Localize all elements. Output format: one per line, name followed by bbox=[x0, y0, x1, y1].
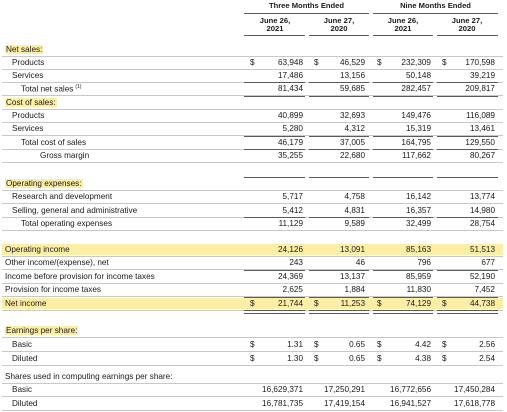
currency-symbol: $ bbox=[250, 354, 255, 363]
subtotal-rule bbox=[244, 82, 305, 83]
row-label-text: Products bbox=[12, 58, 45, 67]
column-header-date: June 27, bbox=[323, 16, 355, 25]
row-label bbox=[5, 245, 70, 254]
subtotal-rule bbox=[309, 177, 369, 178]
cell-value: 149,476 bbox=[401, 111, 431, 120]
cell-value: 50,148 bbox=[405, 71, 431, 80]
row-label bbox=[5, 372, 173, 381]
cell-value: 1.30 bbox=[287, 354, 303, 363]
column-group-header: Three Months Ended bbox=[268, 1, 345, 10]
row-label-text: Shares used in computing earnings per share: bbox=[5, 372, 173, 381]
row-label bbox=[12, 124, 43, 133]
cell-value: 1.31 bbox=[287, 340, 303, 349]
subtotal-rule bbox=[437, 297, 498, 298]
cell-value: 4,831 bbox=[344, 206, 365, 215]
row-label-text: Diluted bbox=[12, 354, 38, 363]
currency-symbol: $ bbox=[250, 299, 255, 308]
column-header-underline bbox=[309, 35, 369, 36]
cell-value: 4,758 bbox=[344, 192, 365, 201]
row-label-text: Income before provision for income taxes bbox=[5, 272, 155, 281]
row-label-text: Other income/(expense), net bbox=[5, 258, 109, 267]
cell-value: 164,795 bbox=[401, 138, 431, 147]
cell-value: 5,412 bbox=[282, 206, 303, 215]
cell-value: 16,781,735 bbox=[262, 399, 303, 408]
row-label bbox=[12, 58, 44, 67]
row-label bbox=[5, 45, 43, 54]
column-header-underline bbox=[437, 35, 498, 36]
row-separator bbox=[2, 69, 503, 70]
currency-symbol: $ bbox=[250, 58, 255, 67]
row-separator bbox=[2, 283, 503, 284]
cell-value: 16,357 bbox=[405, 206, 431, 215]
cell-value: 35,255 bbox=[277, 151, 303, 160]
row-separator bbox=[2, 410, 503, 411]
cell-value: 40,899 bbox=[277, 111, 303, 120]
row-separator bbox=[2, 365, 503, 366]
row-label bbox=[5, 299, 46, 308]
cell-value: 11,253 bbox=[340, 299, 365, 308]
subtotal-rule bbox=[373, 177, 433, 178]
subtotal-rule bbox=[244, 149, 305, 150]
row-separator bbox=[2, 122, 503, 123]
row-label-text: Cost of sales: bbox=[6, 98, 56, 107]
cell-value: 14,980 bbox=[469, 206, 495, 215]
row-label bbox=[12, 354, 38, 363]
cell-value: 11,129 bbox=[278, 219, 303, 228]
cell-value: 5,717 bbox=[282, 192, 303, 201]
cell-value: 13,774 bbox=[469, 192, 495, 201]
column-header-year: 2021 bbox=[394, 24, 412, 33]
subtotal-rule bbox=[309, 82, 369, 83]
row-label-text: Total operating expenses bbox=[21, 219, 113, 228]
cell-value: 74,129 bbox=[405, 299, 431, 308]
subtotal-rule bbox=[244, 270, 305, 271]
cell-value: 37,005 bbox=[339, 138, 365, 147]
subtotal-rule bbox=[244, 96, 305, 97]
cell-value: 1,884 bbox=[344, 285, 365, 294]
row-label bbox=[12, 71, 43, 80]
column-header-underline bbox=[244, 35, 305, 36]
row-separator bbox=[2, 190, 503, 191]
cell-value: 129,550 bbox=[465, 138, 495, 147]
row-label bbox=[21, 84, 81, 94]
row-label-text: Net sales: bbox=[6, 45, 43, 54]
cell-value: 59,685 bbox=[339, 84, 365, 93]
subtotal-rule bbox=[309, 270, 369, 271]
total-double-rule bbox=[309, 310, 369, 314]
row-label bbox=[21, 219, 112, 228]
cell-value: 22,680 bbox=[339, 151, 365, 160]
row-label-text: Services bbox=[12, 124, 44, 133]
row-label bbox=[5, 179, 83, 188]
cell-value: 46 bbox=[355, 258, 365, 267]
row-label bbox=[5, 98, 57, 107]
subtotal-rule bbox=[373, 136, 433, 137]
subtotal-rule bbox=[373, 297, 433, 298]
row-label-text: Diluted bbox=[12, 399, 38, 408]
cell-value: 677 bbox=[481, 258, 495, 267]
row-separator bbox=[2, 230, 503, 231]
cell-value: 85,163 bbox=[405, 245, 431, 254]
row-separator bbox=[2, 351, 503, 352]
subtotal-rule bbox=[437, 136, 498, 137]
row-label bbox=[5, 272, 155, 281]
cell-value: 0.65 bbox=[349, 354, 365, 363]
row-label-text: Provision for income taxes bbox=[5, 285, 102, 294]
currency-symbol: $ bbox=[442, 299, 447, 308]
column-header-year: 2020 bbox=[458, 24, 476, 33]
cell-value: 32,499 bbox=[405, 219, 431, 228]
row-label-text: Total net sales bbox=[21, 84, 74, 94]
row-separator bbox=[2, 162, 503, 163]
row-label-text: Services bbox=[12, 71, 44, 80]
row-label bbox=[12, 111, 44, 120]
column-header-date: June 27, bbox=[451, 16, 483, 25]
currency-symbol: $ bbox=[442, 354, 447, 363]
cell-value: 209,817 bbox=[465, 84, 495, 93]
currency-symbol: $ bbox=[377, 340, 382, 349]
cell-value: 4.42 bbox=[415, 340, 431, 349]
subtotal-rule bbox=[309, 217, 369, 218]
cell-value: 9,589 bbox=[344, 219, 365, 228]
column-header-underline bbox=[373, 35, 433, 36]
cell-value: 85,959 bbox=[405, 272, 431, 281]
cell-value: 16,142 bbox=[405, 192, 431, 201]
row-separator bbox=[2, 56, 503, 57]
cell-value: 46,179 bbox=[277, 138, 303, 147]
subtotal-rule bbox=[437, 270, 498, 271]
currency-symbol: $ bbox=[377, 299, 382, 308]
row-label-text: Research and development bbox=[12, 192, 113, 201]
subtotal-rule bbox=[309, 297, 369, 298]
column-header-year: 2021 bbox=[266, 24, 284, 33]
row-label-text: Basic bbox=[12, 340, 33, 349]
subtotal-rule bbox=[437, 96, 498, 97]
currency-symbol: $ bbox=[442, 340, 447, 349]
cell-value: 52,190 bbox=[469, 272, 495, 281]
total-double-rule bbox=[437, 310, 498, 314]
row-label bbox=[12, 399, 38, 408]
row-label bbox=[12, 206, 137, 215]
row-label-text: Earnings per share: bbox=[6, 326, 78, 335]
footnote-marker: (1) bbox=[75, 84, 82, 90]
cell-value: 81,434 bbox=[277, 84, 303, 93]
row-label bbox=[12, 340, 32, 349]
row-separator bbox=[2, 256, 503, 257]
currency-symbol: $ bbox=[314, 354, 319, 363]
cell-value: 17,486 bbox=[277, 71, 303, 80]
row-label bbox=[12, 385, 32, 394]
subtotal-rule bbox=[244, 177, 305, 178]
cell-value: 7,452 bbox=[474, 285, 495, 294]
row-label bbox=[5, 258, 109, 267]
cell-value: 170,598 bbox=[465, 58, 495, 67]
column-header-date: June 26, bbox=[259, 16, 291, 25]
cell-value: 21,744 bbox=[277, 299, 303, 308]
cell-value: 16,941,527 bbox=[390, 399, 431, 408]
row-separator bbox=[2, 203, 503, 204]
currency-symbol: $ bbox=[250, 340, 255, 349]
subtotal-rule bbox=[373, 217, 433, 218]
row-separator bbox=[2, 337, 503, 338]
cell-value: 24,369 bbox=[277, 272, 303, 281]
row-label bbox=[21, 138, 86, 147]
cell-value: 4.38 bbox=[415, 354, 431, 363]
cell-value: 5,280 bbox=[282, 124, 303, 133]
cell-value: 13,156 bbox=[339, 71, 365, 80]
row-label bbox=[5, 285, 101, 294]
subtotal-rule bbox=[309, 149, 369, 150]
cell-value: 24,126 bbox=[277, 245, 303, 254]
cell-value: 63,948 bbox=[277, 58, 303, 67]
row-label bbox=[5, 326, 78, 335]
row-label-text: Total cost of sales bbox=[21, 138, 87, 147]
cell-value: 232,309 bbox=[401, 58, 431, 67]
subtotal-rule bbox=[373, 82, 433, 83]
column-group-header: Nine Months Ended bbox=[400, 1, 471, 10]
cell-value: 17,450,284 bbox=[454, 385, 495, 394]
subtotal-rule bbox=[373, 149, 433, 150]
cell-value: 44,738 bbox=[469, 299, 495, 308]
row-separator bbox=[2, 109, 503, 110]
currency-symbol: $ bbox=[314, 340, 319, 349]
subtotal-rule bbox=[244, 297, 305, 298]
subtotal-rule bbox=[373, 96, 433, 97]
column-group-underline bbox=[373, 13, 498, 14]
cell-value: 2.54 bbox=[479, 354, 495, 363]
cell-value: 17,618,778 bbox=[454, 399, 495, 408]
cell-value: 243 bbox=[289, 258, 303, 267]
cell-value: 80,267 bbox=[469, 151, 495, 160]
subtotal-rule bbox=[373, 270, 433, 271]
row-label-text: Net income bbox=[5, 299, 47, 308]
subtotal-rule bbox=[437, 82, 498, 83]
cell-value: 13,461 bbox=[469, 124, 495, 133]
cell-value: 116,089 bbox=[466, 111, 495, 120]
row-label-text: Operating income bbox=[5, 245, 70, 254]
cell-value: 13,091 bbox=[339, 245, 365, 254]
row-label bbox=[12, 192, 112, 201]
cell-value: 796 bbox=[417, 258, 431, 267]
currency-symbol: $ bbox=[377, 354, 382, 363]
subtotal-rule bbox=[437, 149, 498, 150]
cell-value: 13,137 bbox=[339, 272, 365, 281]
currency-symbol: $ bbox=[314, 58, 319, 67]
cell-value: 15,319 bbox=[405, 124, 431, 133]
cell-value: 16,772,656 bbox=[390, 385, 431, 394]
cell-value: 17,419,154 bbox=[324, 399, 365, 408]
row-label bbox=[40, 151, 89, 160]
subtotal-rule bbox=[244, 136, 305, 137]
cell-value: 51,513 bbox=[469, 245, 495, 254]
cell-value: 282,457 bbox=[401, 84, 431, 93]
column-header-date: June 26, bbox=[387, 16, 419, 25]
cell-value: 4,312 bbox=[344, 124, 365, 133]
row-label-text: Selling, general and administrative bbox=[12, 206, 138, 215]
row-label-text: Products bbox=[12, 111, 45, 120]
total-double-rule bbox=[373, 310, 433, 314]
total-double-rule bbox=[244, 310, 305, 314]
cell-value: 32,693 bbox=[339, 111, 365, 120]
cell-value: 17,250,291 bbox=[324, 385, 365, 394]
cell-value: 39,219 bbox=[469, 71, 495, 80]
currency-symbol: $ bbox=[442, 58, 447, 67]
row-label-text: Basic bbox=[12, 385, 33, 394]
cell-value: 117,662 bbox=[402, 151, 431, 160]
row-separator bbox=[2, 396, 503, 397]
currency-symbol: $ bbox=[377, 58, 382, 67]
cell-value: 0.65 bbox=[349, 340, 365, 349]
currency-symbol: $ bbox=[314, 299, 319, 308]
row-separator bbox=[2, 383, 503, 384]
column-group-underline bbox=[244, 13, 369, 14]
subtotal-rule bbox=[244, 217, 305, 218]
cell-value: 46,529 bbox=[339, 58, 365, 67]
row-label-text: Operating expenses: bbox=[6, 179, 82, 188]
column-header-year: 2020 bbox=[330, 24, 348, 33]
subtotal-rule bbox=[309, 96, 369, 97]
cell-value: 2.56 bbox=[479, 340, 495, 349]
cell-value: 11,830 bbox=[406, 285, 431, 294]
row-label-text: Gross margin bbox=[40, 151, 90, 160]
subtotal-rule bbox=[437, 177, 498, 178]
subtotal-rule bbox=[309, 136, 369, 137]
cell-value: 16,629,371 bbox=[262, 385, 303, 394]
cell-value: 2,625 bbox=[282, 285, 303, 294]
subtotal-rule bbox=[437, 217, 498, 218]
cell-value: 28,754 bbox=[469, 219, 495, 228]
